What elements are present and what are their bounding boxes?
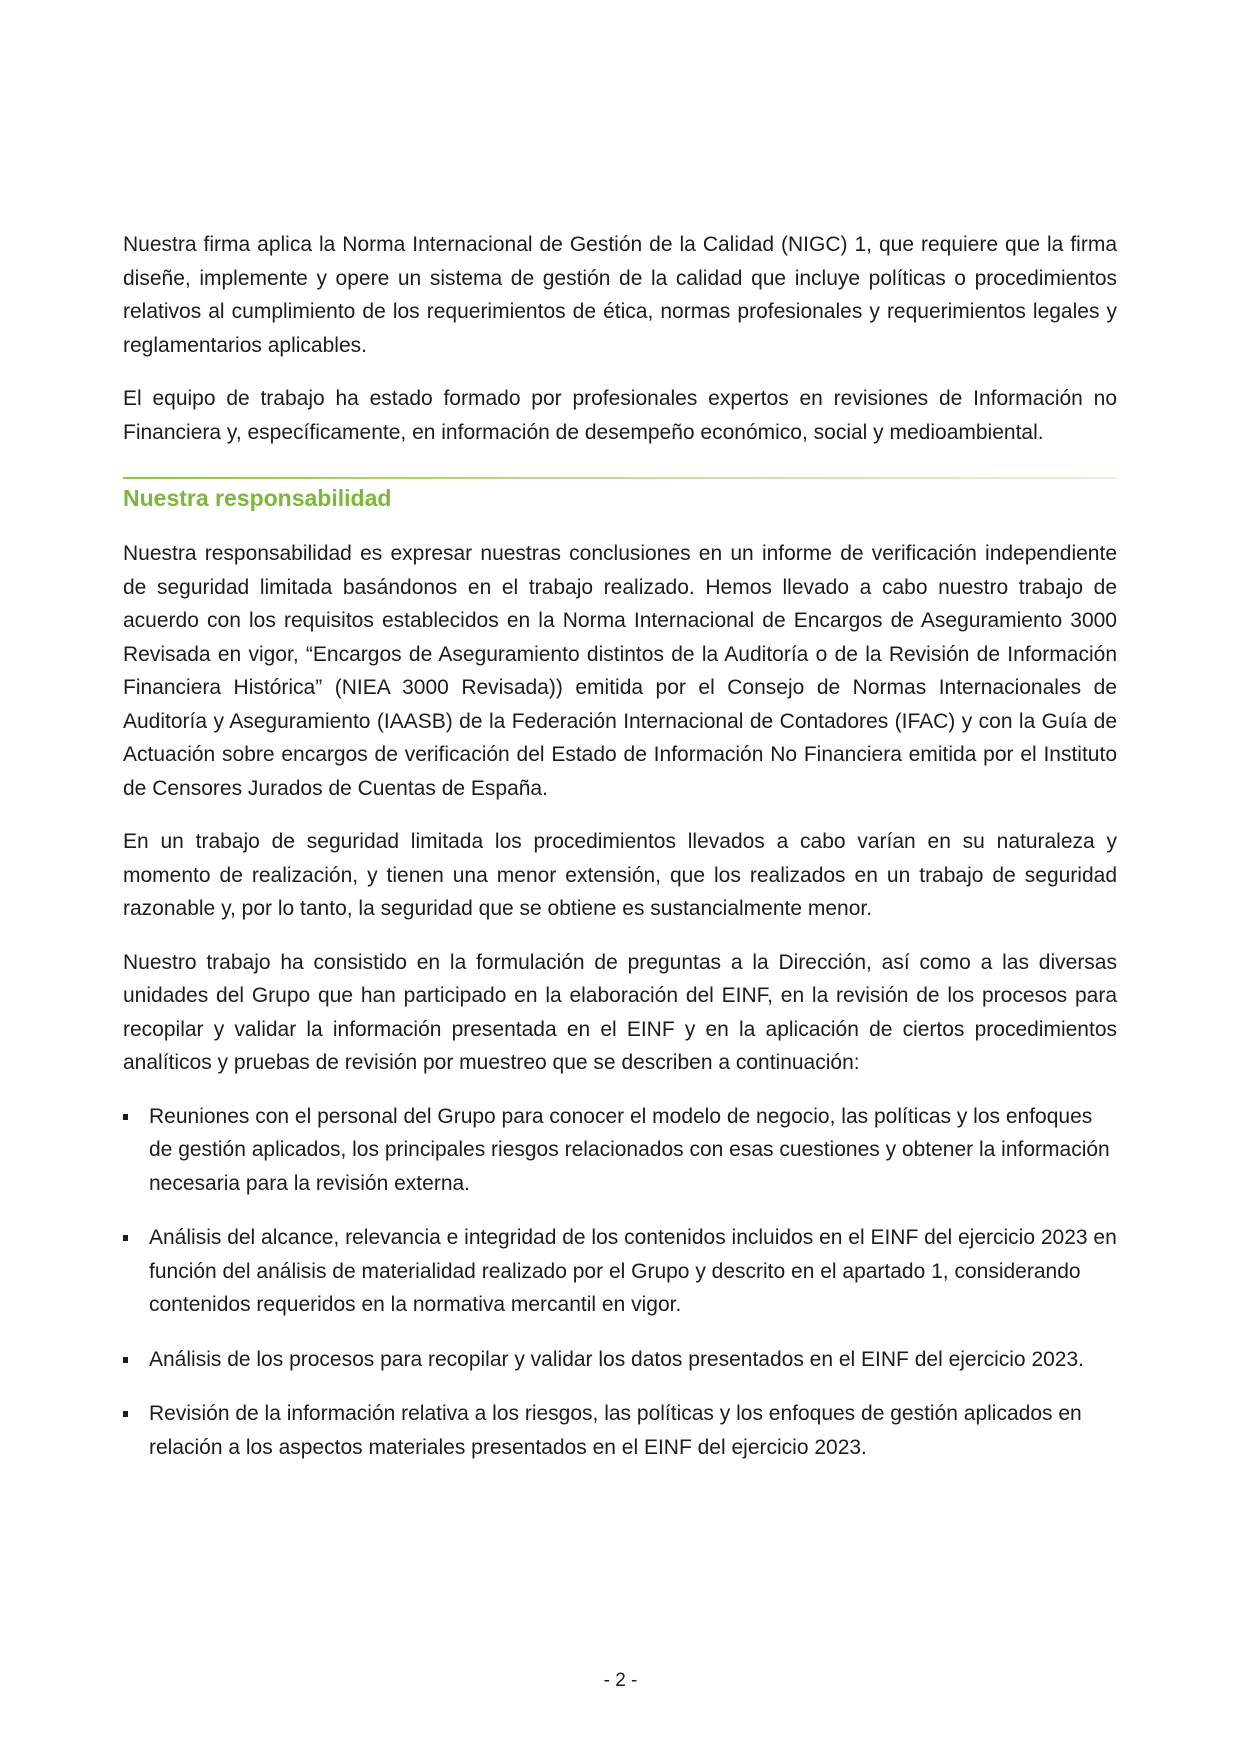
list-item-text: Análisis de los procesos para recopilar y validar los datos presentados en el EINF del ejercicio 2023. [149,1347,1084,1371]
paragraph-limited-assurance: En un trabajo de seguridad limitada los procedimientos llevados a cabo varían en su naturaleza y momento de realización, y tienen una menor extensión, que los realizados en un trabajo de seguridad razonable y, por lo tanto, la seguridad que se obtiene es sustancialmente menor. [123,830,1117,920]
list-item-text: Análisis del alcance, relevancia e integridad de los contenidos incluidos en el EINF del ejercicio 2023 en función del análisis de materialidad realizado por el Grupo y descrito en el apartado 1, considerando contenidos requeridos en la normativa mercantil en vigor. [149,1226,1117,1316]
section-header [123,477,1117,515]
section-divider [123,477,1117,479]
paragraph-quality-management: Nuestra firma aplica la Norma Internacional de Gestión de la Calidad (NIGC) 1, que requiere que la firma diseñe, implemente y opere un sistema de gestión de la calidad que incluye políticas o procedimientos relativos al cumplimiento de los requerimientos de ética, normas profesionales y requerimientos legales y reglamentarios aplicables. [123,233,1117,357]
document-page [123,228,1117,1485]
list-item [123,1397,1117,1464]
bullet-icon [123,1357,128,1363]
bullet-icon [123,1235,128,1241]
list-item-text: Reuniones con el personal del Grupo para conocer el modelo de negocio, las políticas y los enfoques de gestión aplicados, los principales riesgos relacionados con esas cuestiones y obtener la información necesaria para la revisión externa. [149,1104,1110,1195]
paragraph-procedures: Nuestro trabajo ha consistido en la formulación de preguntas a la Dirección, así como a las diversas unidades del Grupo que han participado en la elaboración del EINF, en la revisión de los procesos para recopilar y validar la información presentada en el EINF y en la aplicación de ciertos procedimientos analíticos y pruebas de revisión por muestreo que se describen a continuación: [123,950,1117,1074]
procedures-list [123,1100,1117,1465]
bullet-icon [123,1411,128,1417]
list-item [123,1343,1117,1377]
list-item-text: Revisión de la información relativa a los riesgos, las políticas y los enfoques de gestión aplicados en relación a los aspectos materiales presentados en el EINF del ejercicio 2023. [149,1402,1082,1459]
bullet-icon [123,1114,128,1120]
list-item [123,1100,1117,1201]
paragraph-work-team: El equipo de trabajo ha estado formado por profesionales expertos en revisiones de Información no Financiera y, específicamente, en información de desempeño económico, social y medioambiental. [123,387,1117,444]
list-item [123,1221,1117,1322]
page-number: - 2 - [603,1670,638,1691]
paragraph-responsibility: Nuestra responsabilidad es expresar nuestras conclusiones en un informe de verificación independiente de seguridad limitada basándonos en el trabajo realizado. Hemos llevado a cabo nuestro trabajo de acuerdo con los requisitos establecidos en la Norma Internacional de Encargos de Aseguramiento 3000 Revisada en vigor, “Encargos de Aseguramiento distintos de la Auditoría o de la Revisión de Información Financiera Histórica” (NIEA 3000 Revisada)) emitida por el Consejo de Normas Internacionales de Auditoría y Aseguramiento (IAASB) de la Federación Internacional de Contadores (IFAC) y con la Guía de Actuación sobre encargos de verificación del Estado de Información No Financiera emitida por el Instituto de Censores Jurados de Cuentas de España. [123,542,1117,800]
section-title: Nuestra responsabilidad [123,485,392,511]
